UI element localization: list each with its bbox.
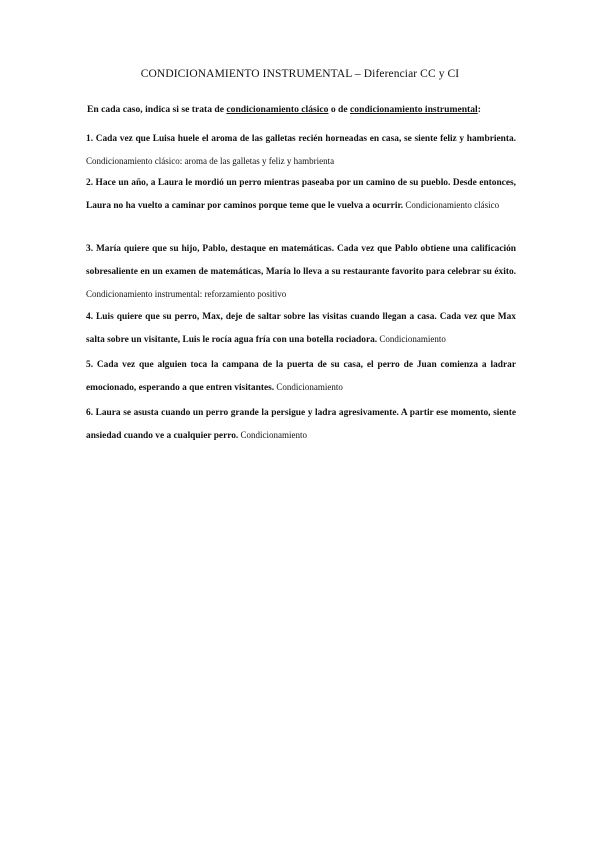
question-6-answer: Condicionamiento <box>238 430 308 440</box>
instructions-middle: o de <box>328 104 351 115</box>
instructions-suffix: : <box>477 104 481 115</box>
question-4-text: 4. Luis quiere que su perro, Max, deje de saltar sobre las visitas cuando llegan a casa. Cada vez que Max salta sobre un visitante, Luis le rocía agua fría con una botella rociadora. <box>86 312 516 345</box>
question-1 <box>86 127 516 173</box>
instructions <box>87 104 527 115</box>
question-3-answer: Condicionamiento instrumental: reforzamiento positivo <box>86 289 287 299</box>
instructions-term-instrumental: condicionamiento instrumental <box>350 104 478 115</box>
question-2 <box>86 172 516 217</box>
question-1-answer: Condicionamiento clásico: aroma de las galletas y feliz y hambrienta <box>86 156 335 166</box>
question-6 <box>86 402 516 447</box>
question-3-text: 3. María quiere que su hijo, Pablo, destaque en matemáticas. Cada vez que Pablo obtiene una calificación sobresaliente en un examen de matemáticas, María lo lleva a su restaurante favorito para celebrar su éxito. <box>86 244 516 277</box>
question-4 <box>86 306 516 351</box>
question-1-text: 1. Cada vez que Luisa huele el aroma de las galletas recién horneadas en casa, se siente feliz y hambrienta. <box>86 134 516 144</box>
question-6-text: 6. Laura se asusta cuando un perro grande la persigue y ladra agresivamente. A partir ese momento, siente ansiedad cuando ve a cualquier perro. <box>86 408 516 441</box>
question-2-answer: Condicionamiento clásico <box>403 200 500 210</box>
instructions-prefix: En cada caso, indica si se trata de <box>87 104 227 115</box>
question-4-answer: Condicionamiento <box>377 334 446 344</box>
question-5-text: 5. Cada vez que alguien toca la campana de la puerta de su casa, el perro de Juan comienza a ladrar emocionado, esperando a que entren visitantes. <box>86 360 516 393</box>
question-2-text: 2. Hace un año, a Laura le mordió un perro mientras paseaba por un camino de su pueblo. Desde entonces, Laura no ha vuelto a caminar por caminos porque teme que le vuelva a ocurrir. <box>86 178 516 211</box>
question-3 <box>86 238 516 306</box>
question-5-answer: Condicionamiento <box>274 382 343 392</box>
document-title: CONDICIONAMIENTO INSTRUMENTAL – Diferenciar CC y CI <box>140 68 460 80</box>
instructions-term-classical: condicionamiento clásico <box>226 104 329 115</box>
question-5 <box>86 354 516 399</box>
